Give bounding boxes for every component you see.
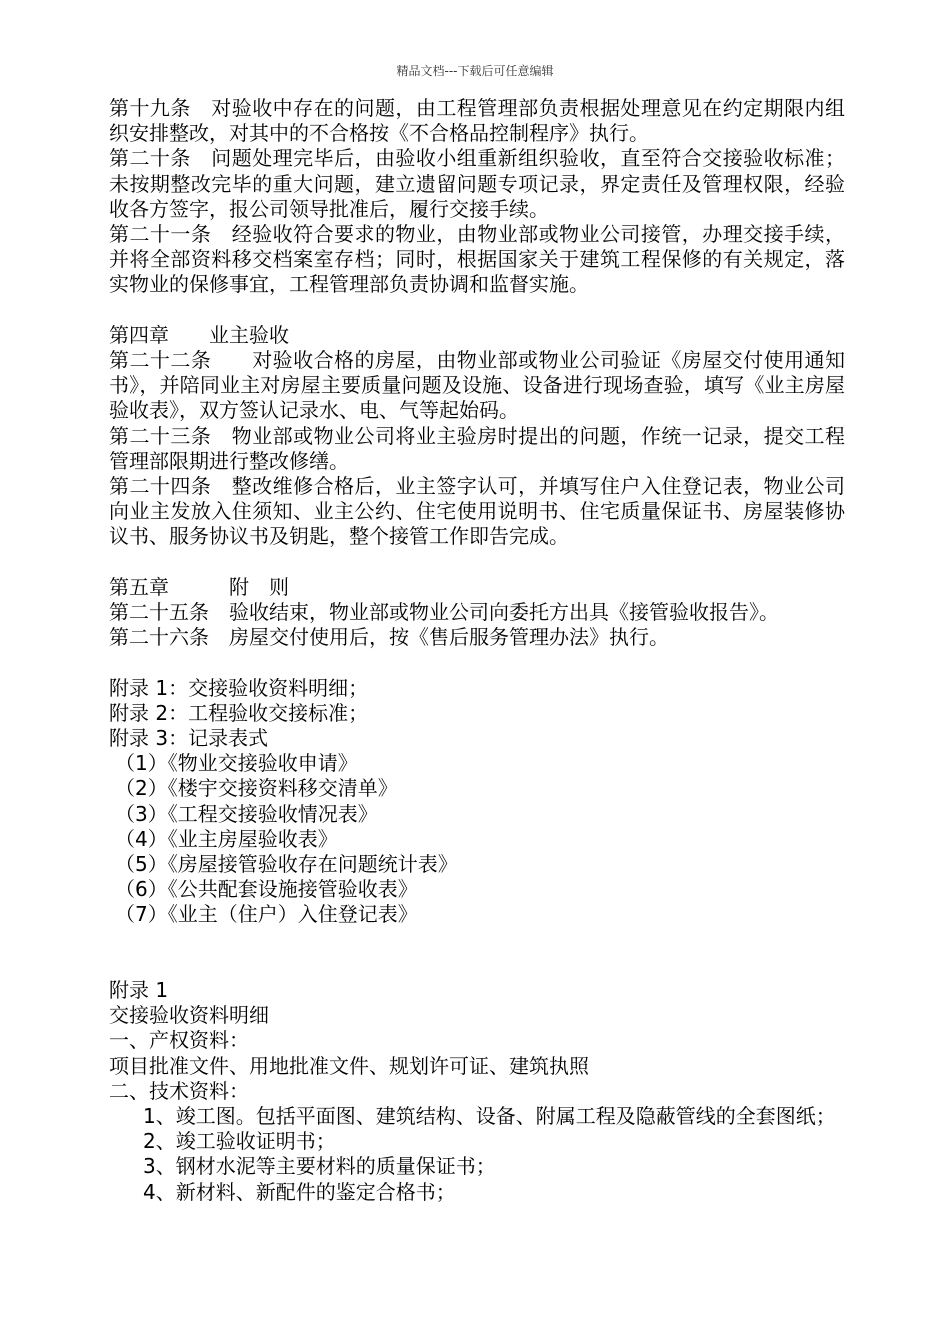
spacer bbox=[109, 928, 845, 978]
appendix-1-label: 附录 1 bbox=[109, 978, 169, 1003]
article-24: 第二十四条 整改维修合格后，业主签字认可，并填写住户入住登记表，物业公司向业主发放入住须知、业主公约、住宅使用说明书、住宅质量保证书、房屋装修协议书、服务协议书及钥匙，整个接管工作即告完成。 bbox=[109, 474, 845, 549]
article-23: 第二十三条 物业部或物业公司将业主验房时提出的问题，作统一记录，提交工程管理部限期进行整改修缮。 bbox=[109, 423, 845, 473]
section-2-title: 二、技术资料： bbox=[109, 1078, 249, 1103]
chapter-4-title: 第四章 业主验收 bbox=[109, 322, 289, 347]
tech-doc-item: 2、竣工验收证明书； bbox=[143, 1129, 336, 1154]
article-25: 第二十五条 验收结束，物业部或物业公司向委托方出具《接管验收报告》。 bbox=[109, 600, 779, 625]
article-21: 第二十一条 经验收符合要求的物业，由物业部或物业公司接管，办理交接手续，并将全部资料移交档案室存档；同时，根据国家关于建筑工程保修的有关规定，落实物业的保修事宜，工程管理部负责协调和监督实施。 bbox=[109, 222, 845, 297]
tech-doc-item: 4、新材料、新配件的鉴定合格书； bbox=[143, 1179, 456, 1204]
tech-doc-item: 1、竣工图。包括平面图、建筑结构、设备、附属工程及隐蔽管线的全套图纸； bbox=[143, 1104, 836, 1129]
article-22: 第二十二条 对验收合格的房屋，由物业部或物业公司验证《房屋交付使用通知书》，并陪同业主对房屋主要质量问题及设施、设备进行现场查验，填写《业主房屋验收表》，双方签认记录水、电、气等起始码。 bbox=[109, 348, 845, 423]
section-1-text: 项目批准文件、用地批准文件、规划许可证、建筑执照 bbox=[109, 1053, 589, 1078]
article-19: 第十九条 对验收中存在的问题，由工程管理部负责根据处理意见在约定期限内组织安排整改，对其中的不合格按《不合格品控制程序》执行。 bbox=[109, 96, 845, 146]
form-list-item: （6）《公共配套设施接管验收表》 bbox=[115, 877, 418, 902]
form-list-item: （3）《工程交接验收情况表》 bbox=[115, 801, 378, 826]
form-list-item: （2）《楼宇交接资料移交清单》 bbox=[115, 776, 398, 801]
tech-doc-item: 3、钢材水泥等主要材料的质量保证书； bbox=[143, 1154, 496, 1179]
form-list-item: （4）《业主房屋验收表》 bbox=[115, 826, 338, 851]
form-list-item: （7）《业主（住户）入住登记表》 bbox=[115, 902, 418, 927]
chapter-5-title: 第五章 附 则 bbox=[109, 574, 289, 599]
section-1-title: 一、产权资料： bbox=[109, 1028, 249, 1053]
form-list-item: （5）《房屋接管验收存在问题统计表》 bbox=[115, 852, 458, 877]
spacer bbox=[109, 650, 845, 675]
article-26: 第二十六条 房屋交付使用后，按《售后服务管理办法》执行。 bbox=[109, 625, 669, 650]
spacer bbox=[109, 298, 845, 323]
document-body bbox=[109, 96, 845, 1205]
appendix-list-item: 附录 3：记录表式 bbox=[109, 726, 269, 751]
page-header: 精品文档---下载后可任意编辑 bbox=[396, 64, 554, 78]
form-list-item: （1）《物业交接验收申请》 bbox=[115, 751, 358, 776]
appendix-1-title: 交接验收资料明细 bbox=[109, 1003, 269, 1028]
article-20: 第二十条 问题处理完毕后，由验收小组重新组织验收，直至符合交接验收标准；未按期整改完毕的重大问题，建立遗留问题专项记录，界定责任及管理权限，经验收各方签字，报公司领导批准后，履行交接手续。 bbox=[109, 146, 845, 221]
appendix-list-item: 附录 1：交接验收资料明细； bbox=[109, 675, 369, 700]
appendix-list-item: 附录 2：工程验收交接标准； bbox=[109, 700, 369, 725]
spacer bbox=[109, 550, 845, 575]
